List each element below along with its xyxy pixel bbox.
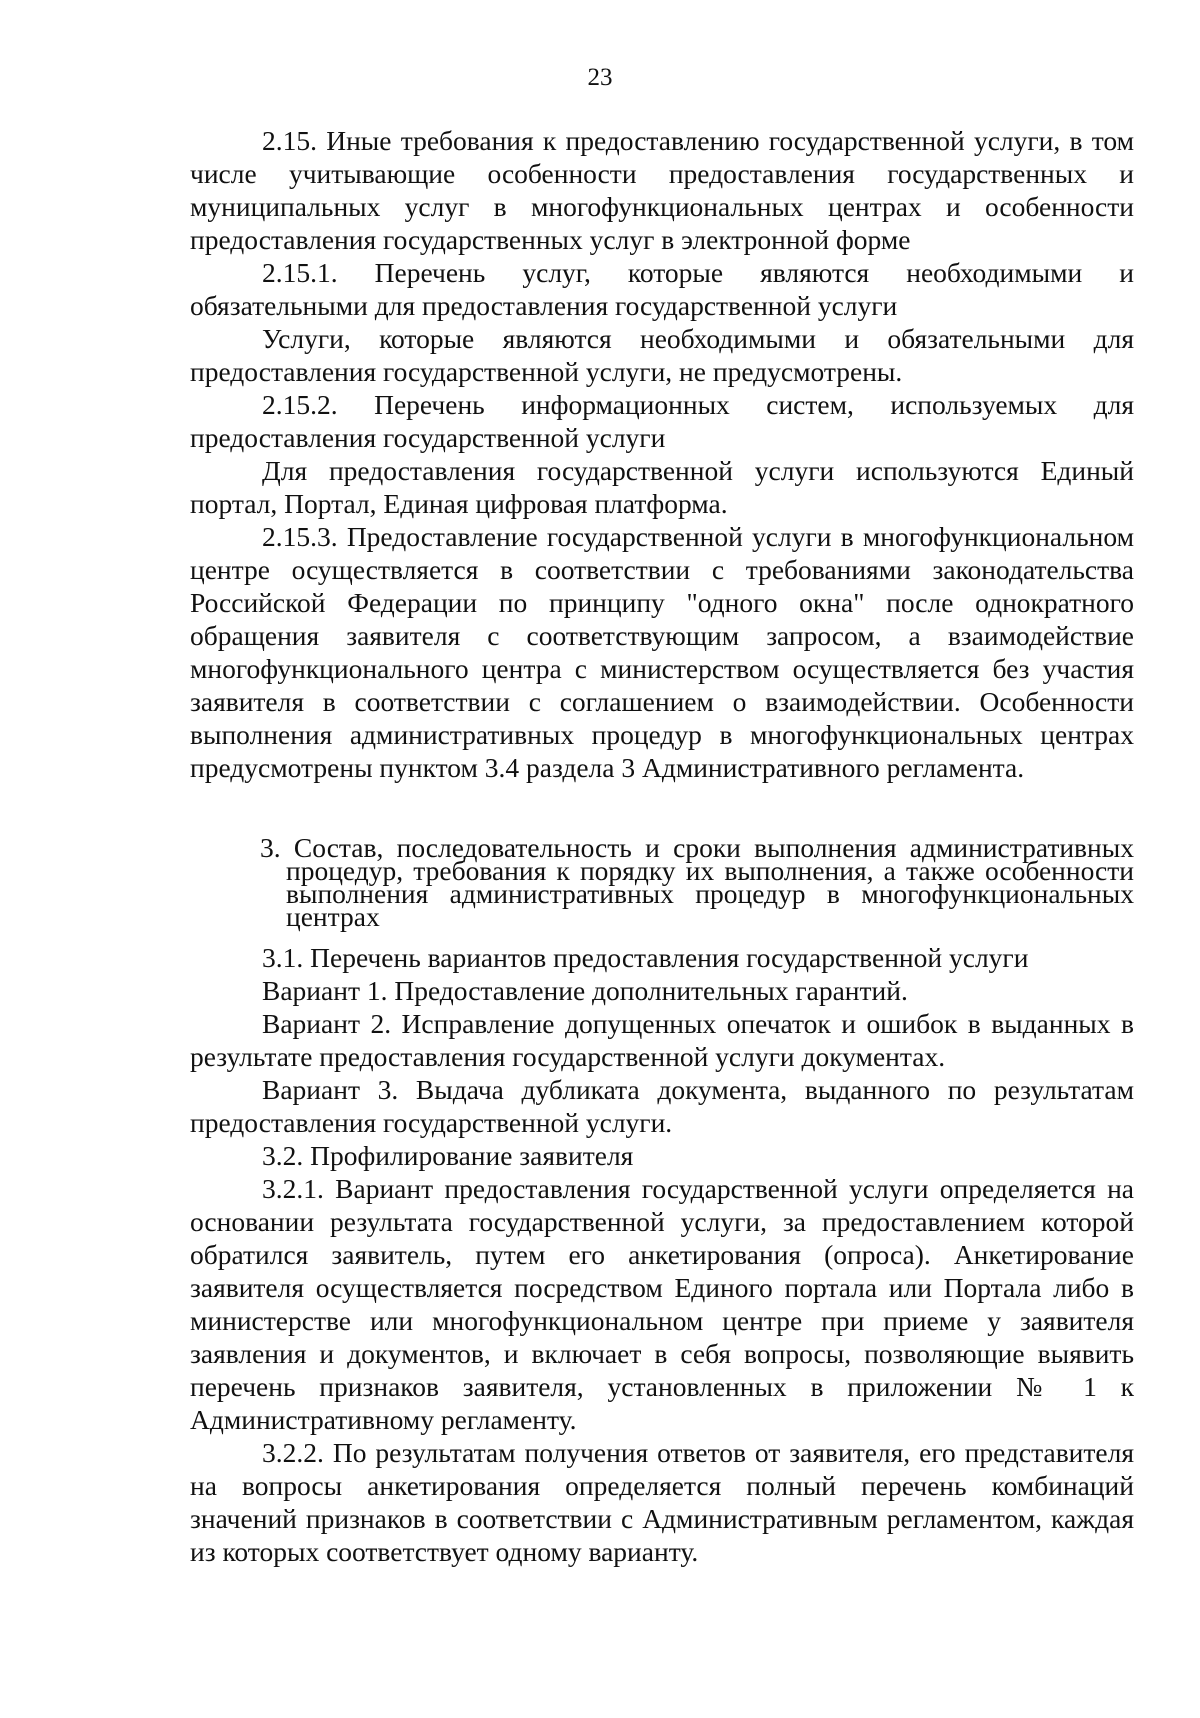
paragraph-3-2-1: 3.2.1. Вариант предоставления государственной услуги определяется на основании результата государственной услуги, за предоставлением которой обратился заявитель, путем его анкетирования (опроса). Анкетирование заявителя осуществляется посредством Единого портала или Портала либо в министерстве или многофункциональном центре при приеме у заявителя заявления и документов, и включает в себя вопросы, позволяющие выявить перечень признаков заявителя, установленных в приложении № 1 к Административному регламенту. bbox=[190, 1173, 1134, 1435]
paragraph-3-1: 3.1. Перечень вариантов предоставления государственной услуги bbox=[262, 942, 1029, 973]
page-number: 23 bbox=[587, 64, 613, 91]
paragraph-variant-2: Вариант 2. Исправление допущенных опечаток и ошибок в выданных в результате предоставления государственной услуги документах. bbox=[190, 1008, 1134, 1072]
paragraph-variant-1: Вариант 1. Предоставление дополнительных гарантий. bbox=[262, 975, 908, 1006]
paragraph-services-not-provided: Услуги, которые являются необходимыми и обязательными для предоставления государственной услуги, не предусмотрены. bbox=[190, 323, 1134, 387]
paragraph-information-systems: Для предоставления государственной услуги используются Единый портал, Портал, Единая цифровая платформа. bbox=[190, 455, 1134, 519]
paragraph-2-15-2: 2.15.2. Перечень информационных систем, используемых для предоставления государственной услуги bbox=[190, 389, 1134, 453]
paragraph-2-15-1: 2.15.1. Перечень услуг, которые являются необходимыми и обязательными для предоставления государственной услуги bbox=[190, 257, 1134, 321]
paragraph-2-15: 2.15. Иные требования к предоставлению государственной услуги, в том числе учитывающие особенности предоставления государственных и муниципальных услуг в многофункциональных центрах и особенности предоставления государственных услуг в электронной форме bbox=[190, 125, 1134, 255]
document-body bbox=[190, 124, 1134, 1568]
paragraph-3-2-2: 3.2.2. По результатам получения ответов от заявителя, его представителя на вопросы анкетирования определяется полный перечень комбинаций значений признаков в соответствии с Административным регламентом, каждая из которых соответствует одному варианту. bbox=[190, 1437, 1134, 1567]
section-3-heading: 3. Состав, последовательность и сроки выполнения административных процедур, требования к порядку их выполнения, а также особенности выполнения административных процедур в многофункциональных центрах bbox=[260, 832, 1134, 932]
paragraph-variant-3: Вариант 3. Выдача дубликата документа, выданного по результатам предоставления государственной услуги. bbox=[190, 1074, 1134, 1138]
paragraph-3-2: 3.2. Профилирование заявителя bbox=[262, 1140, 634, 1171]
paragraph-2-15-3: 2.15.3. Предоставление государственной услуги в многофункциональном центре осуществляется в соответствии с требованиями законодательства Российской Федерации по принципу "одного окна" после однократного обращения заявителя с соответствующим запросом, а взаимодействие многофункционального центра с министерством осуществляется без участия заявителя в соответствии с соглашением о взаимодействии. Особенности выполнения административных процедур в многофункциональных центрах предусмотрены пунктом 3.4 раздела 3 Административного регламента. bbox=[190, 521, 1134, 783]
